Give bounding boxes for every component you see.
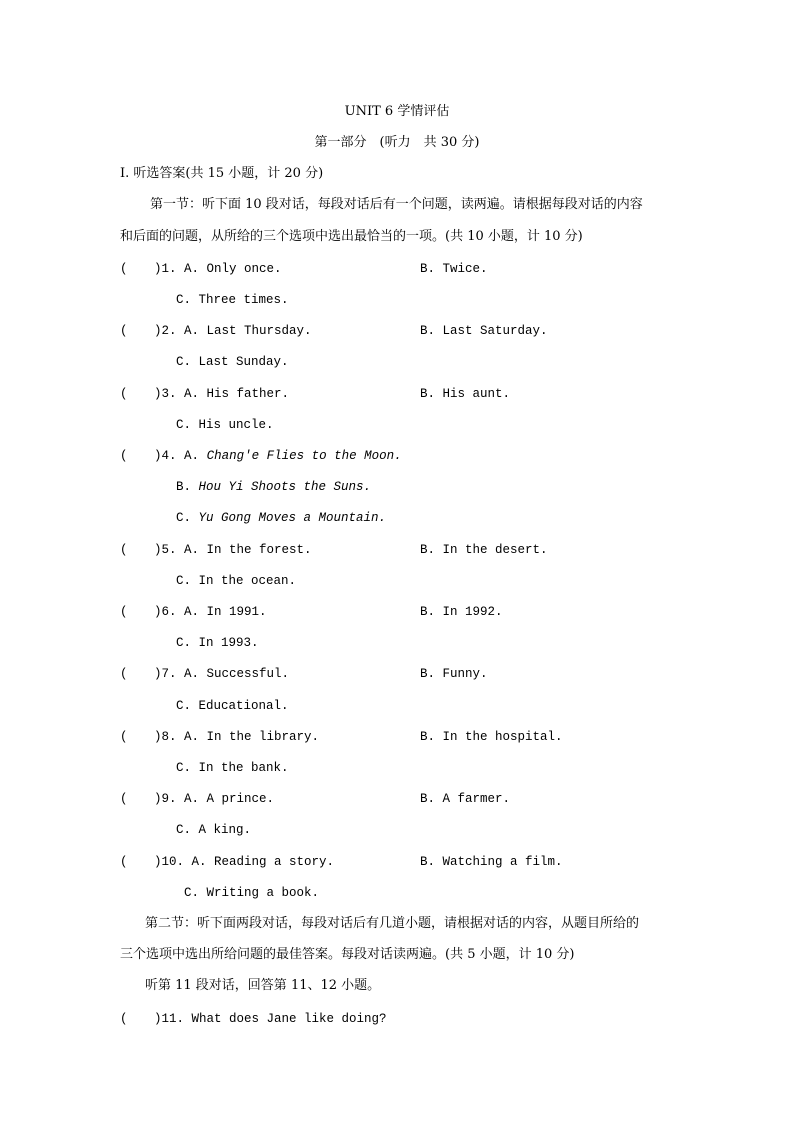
answer-blank[interactable]: ( — [120, 605, 128, 619]
option-b: B. A farmer. — [420, 792, 511, 806]
option-b: B. Last Saturday. — [420, 324, 548, 338]
question-4: ( )4. A. Chang'e Flies to the Moon. — [120, 449, 402, 463]
option-c: C. A king. — [176, 823, 252, 837]
option-b: B. Twice. — [420, 262, 488, 276]
section2-instruction-line1: 第二节：听下面两段对话，每段对话后有几道小题，请根据对话的内容，从题目所给的 — [145, 916, 640, 931]
answer-blank[interactable]: ( — [120, 730, 128, 744]
answer-blank[interactable]: ( — [120, 449, 128, 463]
section-heading: Ⅰ. 听选答案(共 15 小题，计 20 分) — [120, 166, 324, 181]
option-c: C. His uncle. — [176, 418, 274, 432]
question-6: ( )6. A. In 1991. — [120, 605, 267, 619]
option-c: C. In 1993. — [176, 636, 259, 650]
question-7: ( )7. A. Successful. — [120, 667, 290, 681]
section1-instruction-line1: 第一节：听下面 10 段对话，每段对话后有一个问题，读两遍。请根据每段对话的内容 — [150, 197, 643, 212]
page-title: UNIT 6 学情评估 — [344, 104, 450, 119]
option-c: C. Writing a book. — [184, 886, 320, 900]
option-b: B. Watching a film. — [420, 855, 563, 869]
answer-blank[interactable]: ( — [120, 324, 128, 338]
question-3: ( )3. A. His father. — [120, 387, 290, 401]
question-1: ( )1. A. Only once. — [120, 262, 282, 276]
dialog-intro: 听第 11 段对话，回答第 11、12 小题。 — [145, 978, 381, 993]
question-11: ( )11. What does Jane like doing? — [120, 1012, 387, 1026]
answer-blank[interactable]: ( — [120, 262, 128, 276]
option-b: B. In the desert. — [420, 543, 548, 557]
question-8: ( )8. A. In the library. — [120, 730, 320, 744]
answer-blank[interactable]: ( — [120, 387, 128, 401]
answer-blank[interactable]: ( — [120, 855, 128, 869]
answer-blank[interactable]: ( — [120, 1012, 128, 1026]
question-9: ( )9. A. A prince. — [120, 792, 275, 806]
option-b: B. In the hospital. — [420, 730, 563, 744]
answer-blank[interactable]: ( — [120, 792, 128, 806]
question-5: ( )5. A. In the forest. — [120, 543, 312, 557]
section2-instruction-line2: 三个选项中选出所给问题的最佳答案。每段对话读两遍。(共 5 小题，计 10 分) — [120, 947, 575, 962]
option-c: C. In the ocean. — [176, 574, 297, 588]
option-b: B. Funny. — [420, 667, 488, 681]
option-c: C. Three times. — [176, 293, 289, 307]
answer-blank[interactable]: ( — [120, 543, 128, 557]
option-c: C. In the bank. — [176, 761, 289, 775]
option-b: B. Hou Yi Shoots the Suns. — [176, 480, 372, 494]
option-c: C. Yu Gong Moves a Mountain. — [176, 511, 387, 525]
question-2: ( )2. A. Last Thursday. — [120, 324, 312, 338]
option-c: C. Educational. — [176, 699, 289, 713]
option-c: C. Last Sunday. — [176, 355, 289, 369]
part-heading: 第一部分 (听力 共 30 分) — [314, 135, 480, 150]
answer-blank[interactable]: ( — [120, 667, 128, 681]
question-10: ( )10. A. Reading a story. — [120, 855, 335, 869]
section1-instruction-line2: 和后面的问题，从所给的三个选项中选出最恰当的一项。(共 10 小题，计 10 分) — [120, 229, 583, 244]
option-b: B. In 1992. — [420, 605, 503, 619]
option-b: B. His aunt. — [420, 387, 511, 401]
